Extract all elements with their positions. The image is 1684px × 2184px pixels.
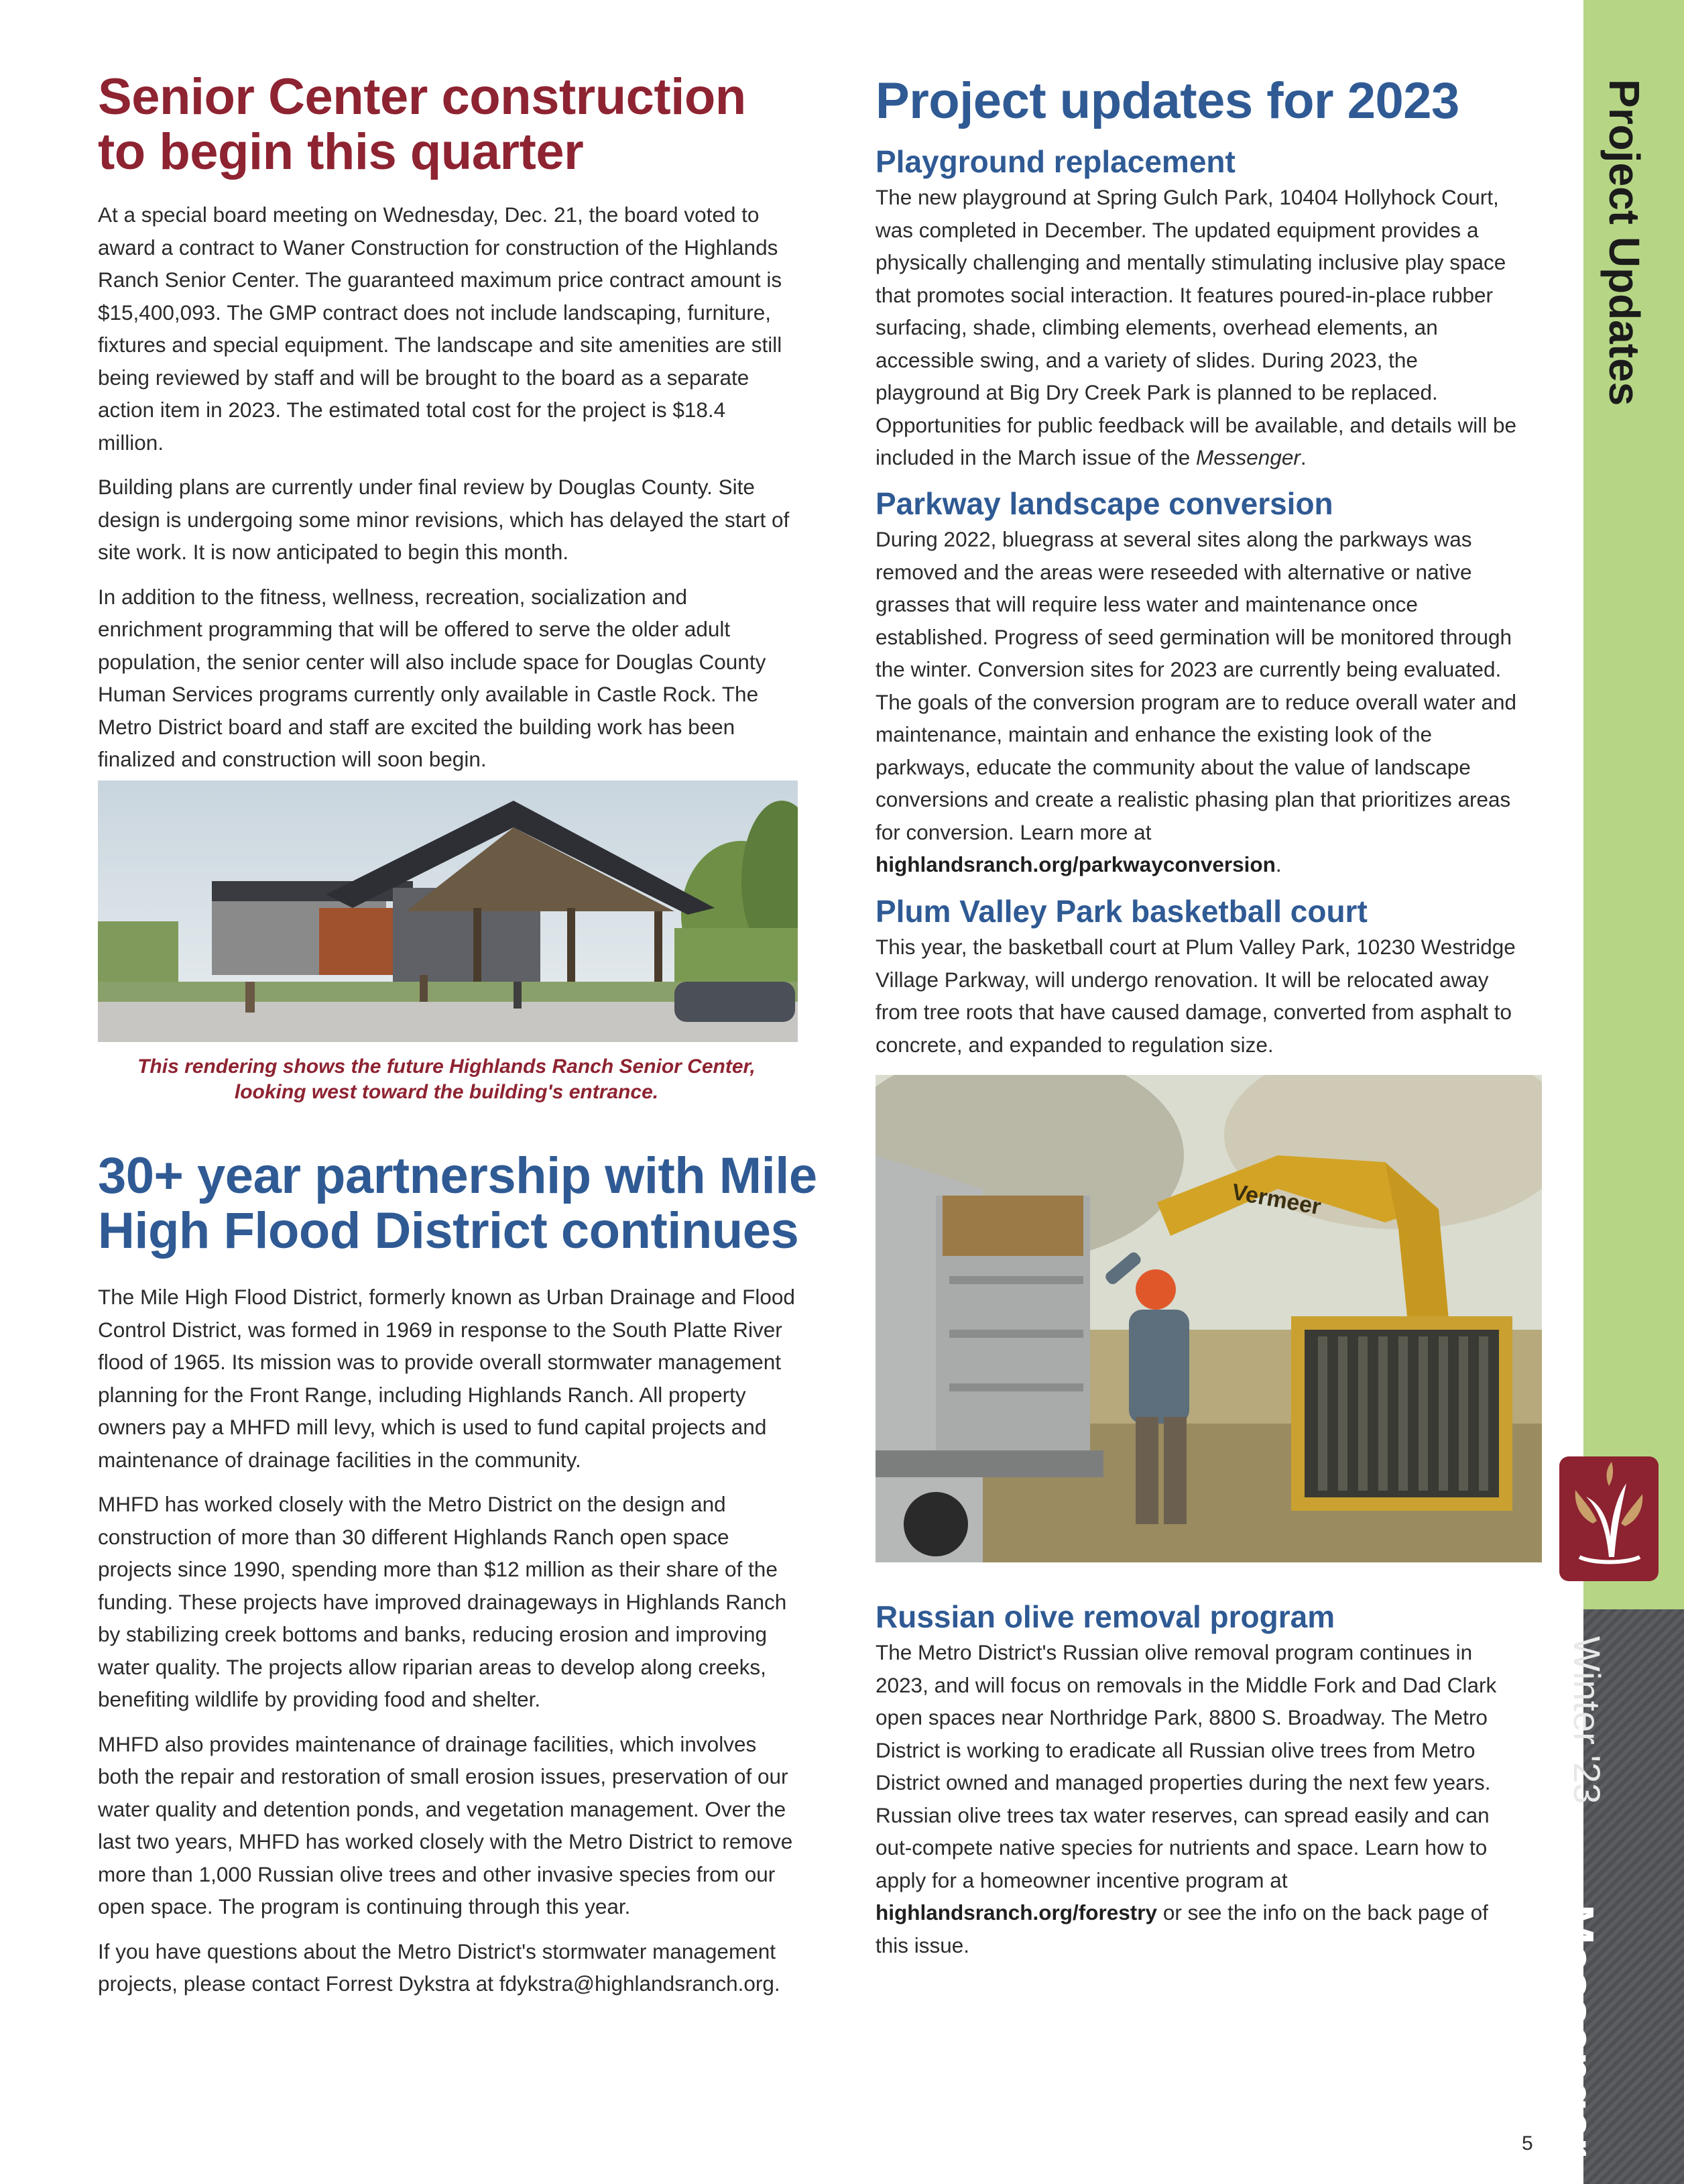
playground-body	[876, 181, 1524, 474]
playground-heading: Playground replacement	[876, 144, 1236, 179]
senior-paragraph-3: In addition to the fitness, wellness, recreation, socialization and enrichment programming that will be offered to serve the older adult population, the senior center will also include space for Douglas County Human Services programs currently only available in Castle Rock. The Metro District board and staff are excited the building work has been finalized and construction will soon begin.	[98, 584, 766, 771]
russian-text-end: or see the info on the back page of this issue.	[876, 1900, 1488, 1957]
flood-title-line1: 30+ year partnership with Mile	[98, 1147, 817, 1204]
playground-text-end: .	[1300, 445, 1307, 469]
parkway-conversion-link[interactable]: highlandsranch.org/parkwayconversion	[876, 852, 1276, 876]
project-updates-title: Project updates for 2023	[876, 72, 1459, 129]
forestry-link[interactable]: highlandsranch.org/forestry	[876, 1900, 1158, 1924]
basketball-body	[876, 931, 1524, 1061]
flood-paragraph-4: If you have questions about the Metro District's stormwater management projects, please contact Forrest Dykstra at fdykstra@highlandsranch.org.	[98, 1939, 780, 1996]
leaf-logo-icon	[1559, 1456, 1659, 1581]
rendering-caption	[98, 1054, 795, 1105]
senior-title-line1: Senior Center construction	[98, 68, 746, 125]
russian-olive-body	[876, 1636, 1524, 1961]
flood-title-line2: High Flood District continues	[98, 1202, 799, 1259]
messenger-italic: Messenger	[1196, 445, 1301, 469]
flood-district-body	[98, 1281, 795, 2000]
playground-text: The new playground at Spring Gulch Park, 10404 Hollyhock Court, was completed in December. The updated equipment provides a physically challenging and mentally stimulating inclusive play space that promotes social interaction. It features poured-in-place rubber surfacing, shade, climbing elements, overhead elements, an accessible swing, and a variety of slides. During 2023, the playground at Big Dry Creek Park is planned to be replaced. Opportunities for public feedback will be available, and details will be included in the March issue of the	[876, 185, 1517, 469]
sidebar-magazine-name: Messenger	[1549, 1904, 1603, 2157]
parkway-text-end: .	[1275, 852, 1282, 876]
chipper-brand-label: Vermeer	[1229, 1179, 1323, 1220]
rendering-illustration	[98, 781, 798, 1042]
flood-paragraph-2: MHFD has worked closely with the Metro District on the design and construction of more than 30 different Highlands Ranch open space projects since 1990, spending more than $12 million as their share of the funding. These projects have improved drainageways in Highlands Ranch by stabilizing creek bottoms and banks, reducing erosion and improving water quality. The projects allow riparian areas to develop along creeks, benefiting wildlife by providing food and shelter.	[98, 1492, 787, 1711]
page-number: 5	[1522, 2132, 1533, 2154]
parkway-text: During 2022, bluegrass at several sites along the parkways was removed and the areas were reseeded with alternative or native grasses that will require less water and maintenance once established. Progress of seed germination will be monitored through the winter. Conversion sites for 2023 are currently being evaluated. The goals of the conversion program are to reduce overall water and maintenance, maintain and enhance the existing look of the parkways, educate the community about the value of landscape conversions and create a realistic phasing plan that prioritizes areas for conversion. Learn more at	[876, 527, 1517, 844]
caption-line2: looking west toward the building's entrance.	[234, 1081, 659, 1103]
basketball-heading: Plum Valley Park basketball court	[876, 894, 1368, 929]
basketball-text: This year, the basketball court at Plum Valley Park, 10230 Westridge Village Parkway, will undergo renovation. It will be relocated away from tree roots that have caused damage, converted from asphalt to concrete, and expanded to regulation size.	[876, 935, 1516, 1057]
highlands-ranch-logo	[1559, 1456, 1659, 1581]
senior-paragraph-2: Building plans are currently under final review by Douglas County. Site design is undergoing some minor revisions, which has delayed the start of site work. It is now anticipated to begin this month.	[98, 475, 790, 564]
russian-olive-heading: Russian olive removal program	[876, 1599, 1335, 1634]
parkway-heading: Parkway landscape conversion	[876, 486, 1333, 521]
flood-paragraph-1: The Mile High Flood District, formerly known as Urban Drainage and Flood Control District, was formed in 1969 in response to the South Platte River flood of 1965. Its mission was to provide overall stormwater management planning for the Front Range, including Highlands Ranch. All property owners pay a MHFD mill levy, which is used to fund capital projects and maintenance of drainage facilities in the community.	[98, 1285, 795, 1472]
parkway-body	[876, 523, 1524, 881]
senior-center-rendering	[98, 781, 798, 1042]
senior-paragraph-1: At a special board meeting on Wednesday, Dec. 21, the board voted to award a contract to Waner Construction for construction of the Highlands Ranch Senior Center. The guaranteed maximum price contract amount is $15,400,093. The GMP contract does not include landscaping, furniture, fixtures and special equipment. The landscape and site amenities are still being reviewed by staff and will be brought to the board as a separate action item in 2023. The estimated total cost for the project is $18.4 million.	[98, 203, 782, 455]
caption-line1: This rendering shows the future Highlands Ranch Senior Center,	[137, 1055, 756, 1078]
chipper-illustration	[876, 1075, 1542, 1562]
senior-center-body	[98, 198, 795, 776]
sidebar-section-title: Project Updates	[1600, 79, 1648, 406]
russian-text: The Metro District's Russian olive removal program continues in 2023, and will focus on removals in the Middle Fork and Dad Clark open spaces near Northridge Park, 8800 S. Broadway. The Metro District is working to eradicate all Russian olive trees from Metro District owned and managed properties during the next few years. Russian olive trees tax water reserves, can spread easily and can out-compete native species for nutrients and space. Learn how to apply for a homeowner incentive program at	[876, 1640, 1497, 1892]
flood-district-title	[98, 1149, 835, 1259]
wood-chipper-photo	[876, 1075, 1542, 1562]
sidebar-season: Winter '23	[1566, 1636, 1608, 1804]
flood-paragraph-3: MHFD also provides maintenance of drainage facilities, which involves both the repair and restoration of small erosion issues, preservation of our water quality and detention ponds, and vegetation management. Over the last two years, MHFD has worked closely with the Metro District to remove more than 1,000 Russian olive trees and other invasive species from our open space. The program is continuing through this year.	[98, 1731, 793, 1918]
senior-title-line2: to begin this quarter	[98, 123, 584, 180]
senior-center-title	[98, 70, 822, 180]
